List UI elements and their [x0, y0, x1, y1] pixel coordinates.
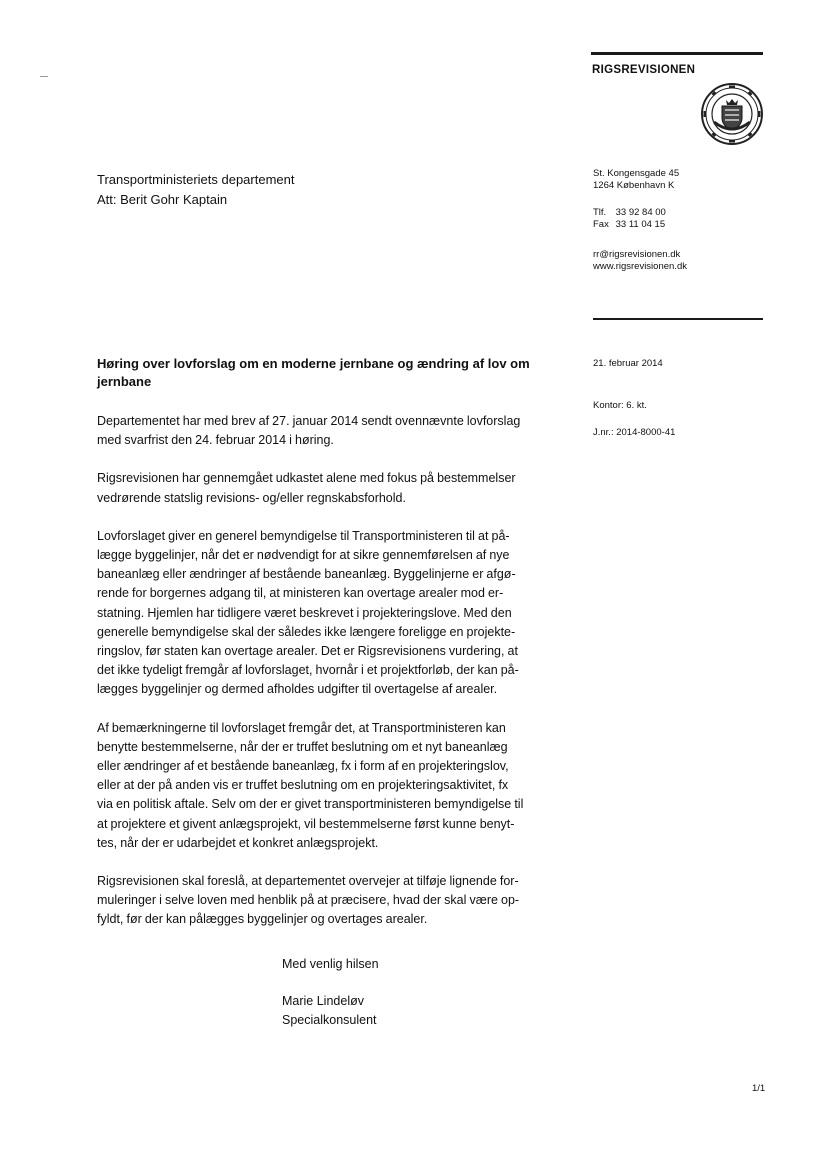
body-paragraph: Rigsrevisionen har gennemgået udkastet alene med fokus på bestemmelser vedrørende statslig revisions- og/eller regnskabsforhold.	[97, 471, 516, 505]
subject-text: Høring over lovforslag om en moderne jernbane og ændring af lov om jernbane	[97, 356, 530, 389]
website-link[interactable]: www.rigsrevisionen.dk	[593, 261, 687, 272]
header-rule	[591, 52, 763, 55]
signer-name: Marie Lindeløv	[282, 994, 364, 1008]
page-number: 1/1	[752, 1083, 766, 1094]
sidebar-rule	[593, 318, 763, 320]
body-paragraph: Rigsrevisionen skal foreslå, at departementet overvejer at tilføje lignende for- muleringer i selve loven med henblik på at præcisere, hvad der skal være op- fyldt, før der kan pålægges byggelinjer og overtages arealer.	[97, 874, 520, 927]
journal-number: J.nr.: 2014-8000-41	[593, 427, 676, 438]
fax-number: 33 11 04 15	[615, 219, 666, 230]
recipient-attention: Att: Berit Gohr Kaptain	[97, 192, 228, 207]
signer-title: Specialkonsulent	[282, 1013, 377, 1027]
fax-label: Fax	[593, 219, 609, 230]
letter-subject	[97, 355, 562, 391]
closing-greeting: Med venlig hilsen	[282, 957, 379, 971]
phone-label: Tlf.	[593, 207, 607, 218]
address-street: St. Kongensgade 45	[593, 168, 680, 179]
recipient-block	[97, 170, 295, 210]
sender-phones	[593, 207, 666, 231]
danish-royal-seal-icon	[700, 82, 764, 146]
email-link[interactable]: rr@rigsrevisionen.dk	[593, 249, 681, 260]
letter-date: 21. februar 2014	[593, 358, 663, 369]
body-paragraph: Af bemærkningerne til lovforslaget fremgår det, at Transportministeren kan benytte bestemmelserne, når der er truffet beslutning om et nyt baneanlæg eller ændringer af et bestående baneanlæg, fx i form af en projekteringslov, eller at der på anden vis er truffet beslutning om en projekteringsaktivitet, fx via en politisk aftale. Selv om der er givet transportministeren bemyndigelse til at projektere et givent anlægsprojekt, vil bestemmelserne først kunne benyt- tes, når der er udarbejdet et konkret anlægsprojekt.	[97, 720, 524, 850]
sender-address	[593, 168, 679, 192]
recipient-name: Transportministeriets departement	[97, 172, 295, 187]
organization-name: RIGSREVISIONEN	[592, 64, 696, 76]
body-paragraph: Lovforslaget giver en generel bemyndigelse til Transportministeren til at på- lægge byggelinjer, når det er nødvendigt for at sikre gennemførelsen af nye baneanlæg eller ændringer af bestående baneanlæg. Byggelinjerne er afgø- rende for borgernes adgang til, at ministeren kan overtage arealer mod er- statning. Hjemlen har tidligere været beskrevet i projekteringslove. Med den generelle bemyndigelse skal der således ikke længere foreligge en projekte- ringslov, før staten kan overtage arealer. Det er Rigsrevisionens vurdering, at det ikke tydeligt fremgår af lovforslaget, hvornår i et projektforløb, der kan på- lægges byggelinjer og dermed afholdes udgifter til overtagelse af arealer.	[97, 528, 519, 697]
body-paragraph: Departementet har med brev af 27. januar 2014 sendt ovennævnte lovforslag med svarfrist den 24. februar 2014 i høring.	[97, 414, 521, 448]
letter-body	[97, 412, 567, 949]
phone-number: 33 92 84 00	[615, 207, 666, 218]
office-ref: Kontor: 6. kt.	[593, 400, 647, 411]
sender-web	[593, 249, 687, 273]
scan-mark	[40, 76, 48, 77]
address-city: 1264 København K	[593, 180, 675, 191]
signature-block	[282, 992, 377, 1030]
